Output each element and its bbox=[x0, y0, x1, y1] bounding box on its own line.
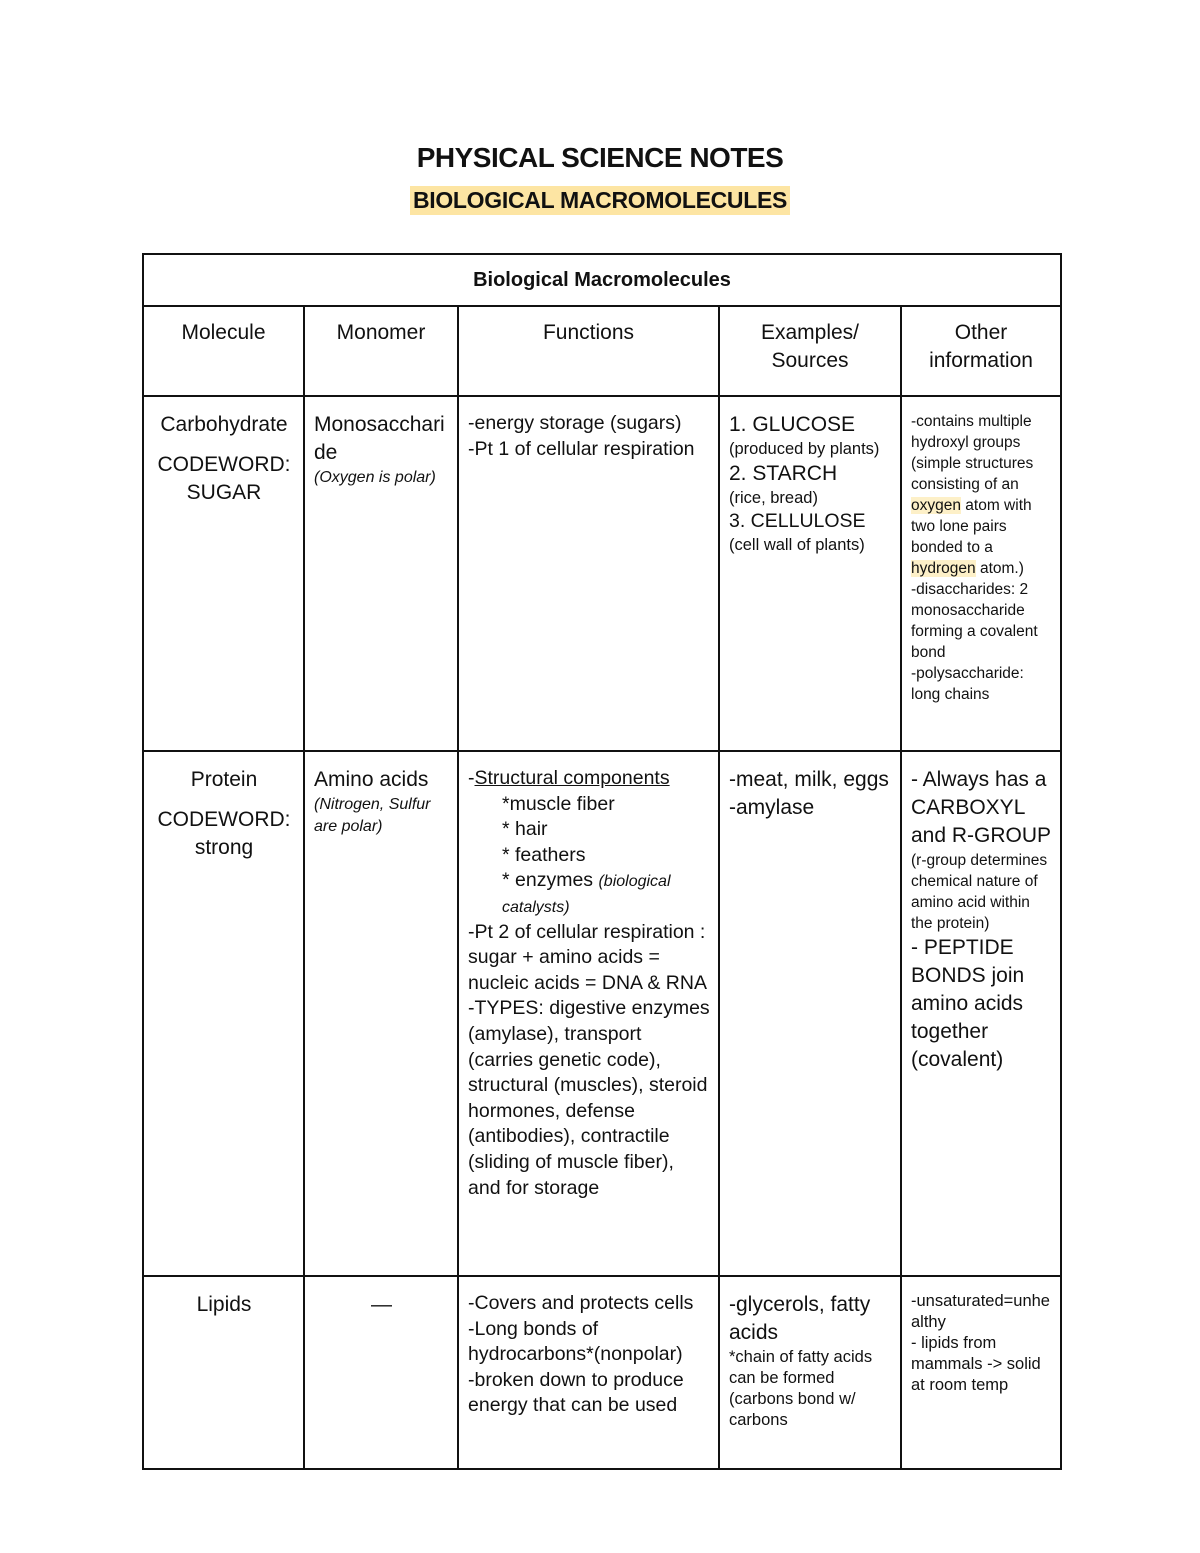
column-header: Other information bbox=[901, 306, 1061, 396]
example-item: -glycerols, fatty acids bbox=[729, 1293, 871, 1344]
subtitle-wrapper bbox=[0, 186, 1200, 215]
function-item: -Pt 2 of cellular respiration : sugar + amino acids = nucleic acids = DNA & RNA -TYPES: digestive enzymes (amylase), transport (carries genetic code), structural (muscles), steroid hormones, defense (antibodies), contractile (sliding of muscle fiber), and for storage bbox=[468, 920, 710, 1199]
column-header: Molecule bbox=[143, 306, 304, 396]
monomer-name: Monosaccharide bbox=[314, 413, 445, 464]
example-note: (produced by plants) bbox=[729, 440, 880, 458]
function-subitem: * feathers bbox=[502, 843, 586, 866]
example-item: -meat, milk, eggs bbox=[729, 768, 889, 791]
function-item: -Long bonds of hydrocarbons*(nonpolar) bbox=[468, 1317, 683, 1366]
other-info-part: atom.) bbox=[979, 560, 1024, 577]
header-row bbox=[143, 306, 1061, 396]
column-header: Functions bbox=[458, 306, 719, 396]
monomer-cell bbox=[304, 751, 458, 1276]
other-info-text: (r-group determines chemical nature of amino acid within the protein) bbox=[911, 852, 1048, 932]
dash: - bbox=[468, 767, 475, 789]
monomer-note: (Nitrogen, Sulfur are polar) bbox=[314, 796, 431, 835]
table-row bbox=[143, 396, 1061, 751]
codeword-label: CODEWORD: bbox=[157, 808, 291, 831]
other-info-cell bbox=[901, 751, 1061, 1276]
other-info-cell bbox=[901, 1276, 1061, 1469]
page-subtitle: BIOLOGICAL MACROMOLECULES bbox=[410, 186, 790, 215]
examples-cell bbox=[719, 396, 901, 751]
page-title: PHYSICAL SCIENCE NOTES bbox=[416, 142, 784, 173]
other-info-text: -polysaccharide: long chains bbox=[911, 665, 1024, 703]
table-row bbox=[143, 751, 1061, 1276]
molecule-cell bbox=[143, 751, 304, 1276]
molecule-name: Protein bbox=[190, 768, 258, 791]
function-subitem: * hair bbox=[502, 818, 548, 841]
example-item: 1. GLUCOSE bbox=[729, 413, 856, 436]
enzymes-note: (biological catalysts) bbox=[502, 873, 671, 916]
function-item: -energy storage (sugars) bbox=[468, 412, 682, 434]
other-info-text: -disaccharides: 2 monosaccharide forming a covalent bond bbox=[911, 581, 1038, 661]
example-item: -amylase bbox=[729, 796, 815, 819]
table-caption: Biological Macromolecules bbox=[143, 254, 1061, 306]
highlight-hydrogen: hydrogen bbox=[911, 560, 976, 577]
enzymes: * enzymes bbox=[502, 869, 594, 892]
examples-cell bbox=[719, 751, 901, 1276]
monomer-name: — bbox=[371, 1293, 392, 1316]
molecule-cell bbox=[143, 1276, 304, 1469]
function-heading bbox=[468, 766, 710, 792]
functions-cell bbox=[458, 396, 719, 751]
functions-cell bbox=[458, 1276, 719, 1469]
table-row bbox=[143, 1276, 1061, 1469]
column-header: Examples/ Sources bbox=[719, 306, 901, 396]
molecule-cell bbox=[143, 396, 304, 751]
codeword-label: CODEWORD: bbox=[157, 453, 291, 476]
macromolecules-table bbox=[142, 253, 1062, 1470]
example-item: 2. STARCH bbox=[729, 462, 838, 485]
other-info-text bbox=[911, 411, 1052, 579]
monomer-cell bbox=[304, 396, 458, 751]
function-subitem: *muscle fiber bbox=[502, 792, 615, 815]
function-subitem bbox=[468, 868, 710, 919]
example-note: *chain of fatty acids can be formed (carbons bond w/ carbons bbox=[729, 1348, 873, 1429]
other-info-part: atom with two lone pairs bonded to a bbox=[911, 497, 1032, 556]
function-item: -Pt 1 of cellular respiration bbox=[468, 437, 695, 460]
codeword: strong bbox=[194, 836, 254, 859]
molecule-name: Lipids bbox=[196, 1293, 252, 1316]
molecule-name: Carbohydrate bbox=[160, 413, 288, 436]
codeword: SUGAR bbox=[186, 481, 262, 504]
other-info-text: - PEPTIDE BONDS join amino acids together (covalent) bbox=[911, 936, 1025, 1071]
monomer-cell bbox=[304, 1276, 458, 1469]
example-item: 3. CELLULOSE bbox=[729, 510, 866, 532]
example-note: (rice, bread) bbox=[729, 489, 818, 507]
functions-cell bbox=[458, 751, 719, 1276]
column-header: Monomer bbox=[304, 306, 458, 396]
other-info-part: -contains multiple hydroxyl groups (simple structures consisting of an bbox=[911, 413, 1034, 493]
other-info-text: -unsaturated=unhealthy bbox=[911, 1292, 1050, 1331]
example-note: (cell wall of plants) bbox=[729, 535, 865, 554]
other-info-text: - lipids from mammals -> solid at room temp bbox=[911, 1334, 1041, 1394]
other-info-text: - Always has a CARBOXYL and R-GROUP bbox=[911, 768, 1052, 847]
structural-components: Structural components bbox=[474, 767, 670, 789]
monomer-note: (Oxygen is polar) bbox=[314, 469, 436, 486]
monomer-name: Amino acids bbox=[314, 768, 429, 791]
highlight-oxygen: oxygen bbox=[911, 497, 961, 514]
examples-cell bbox=[719, 1276, 901, 1469]
function-item: -broken down to produce energy that can be used bbox=[468, 1368, 684, 1417]
other-info-cell bbox=[901, 396, 1061, 751]
function-item: -Covers and protects cells bbox=[468, 1292, 694, 1314]
